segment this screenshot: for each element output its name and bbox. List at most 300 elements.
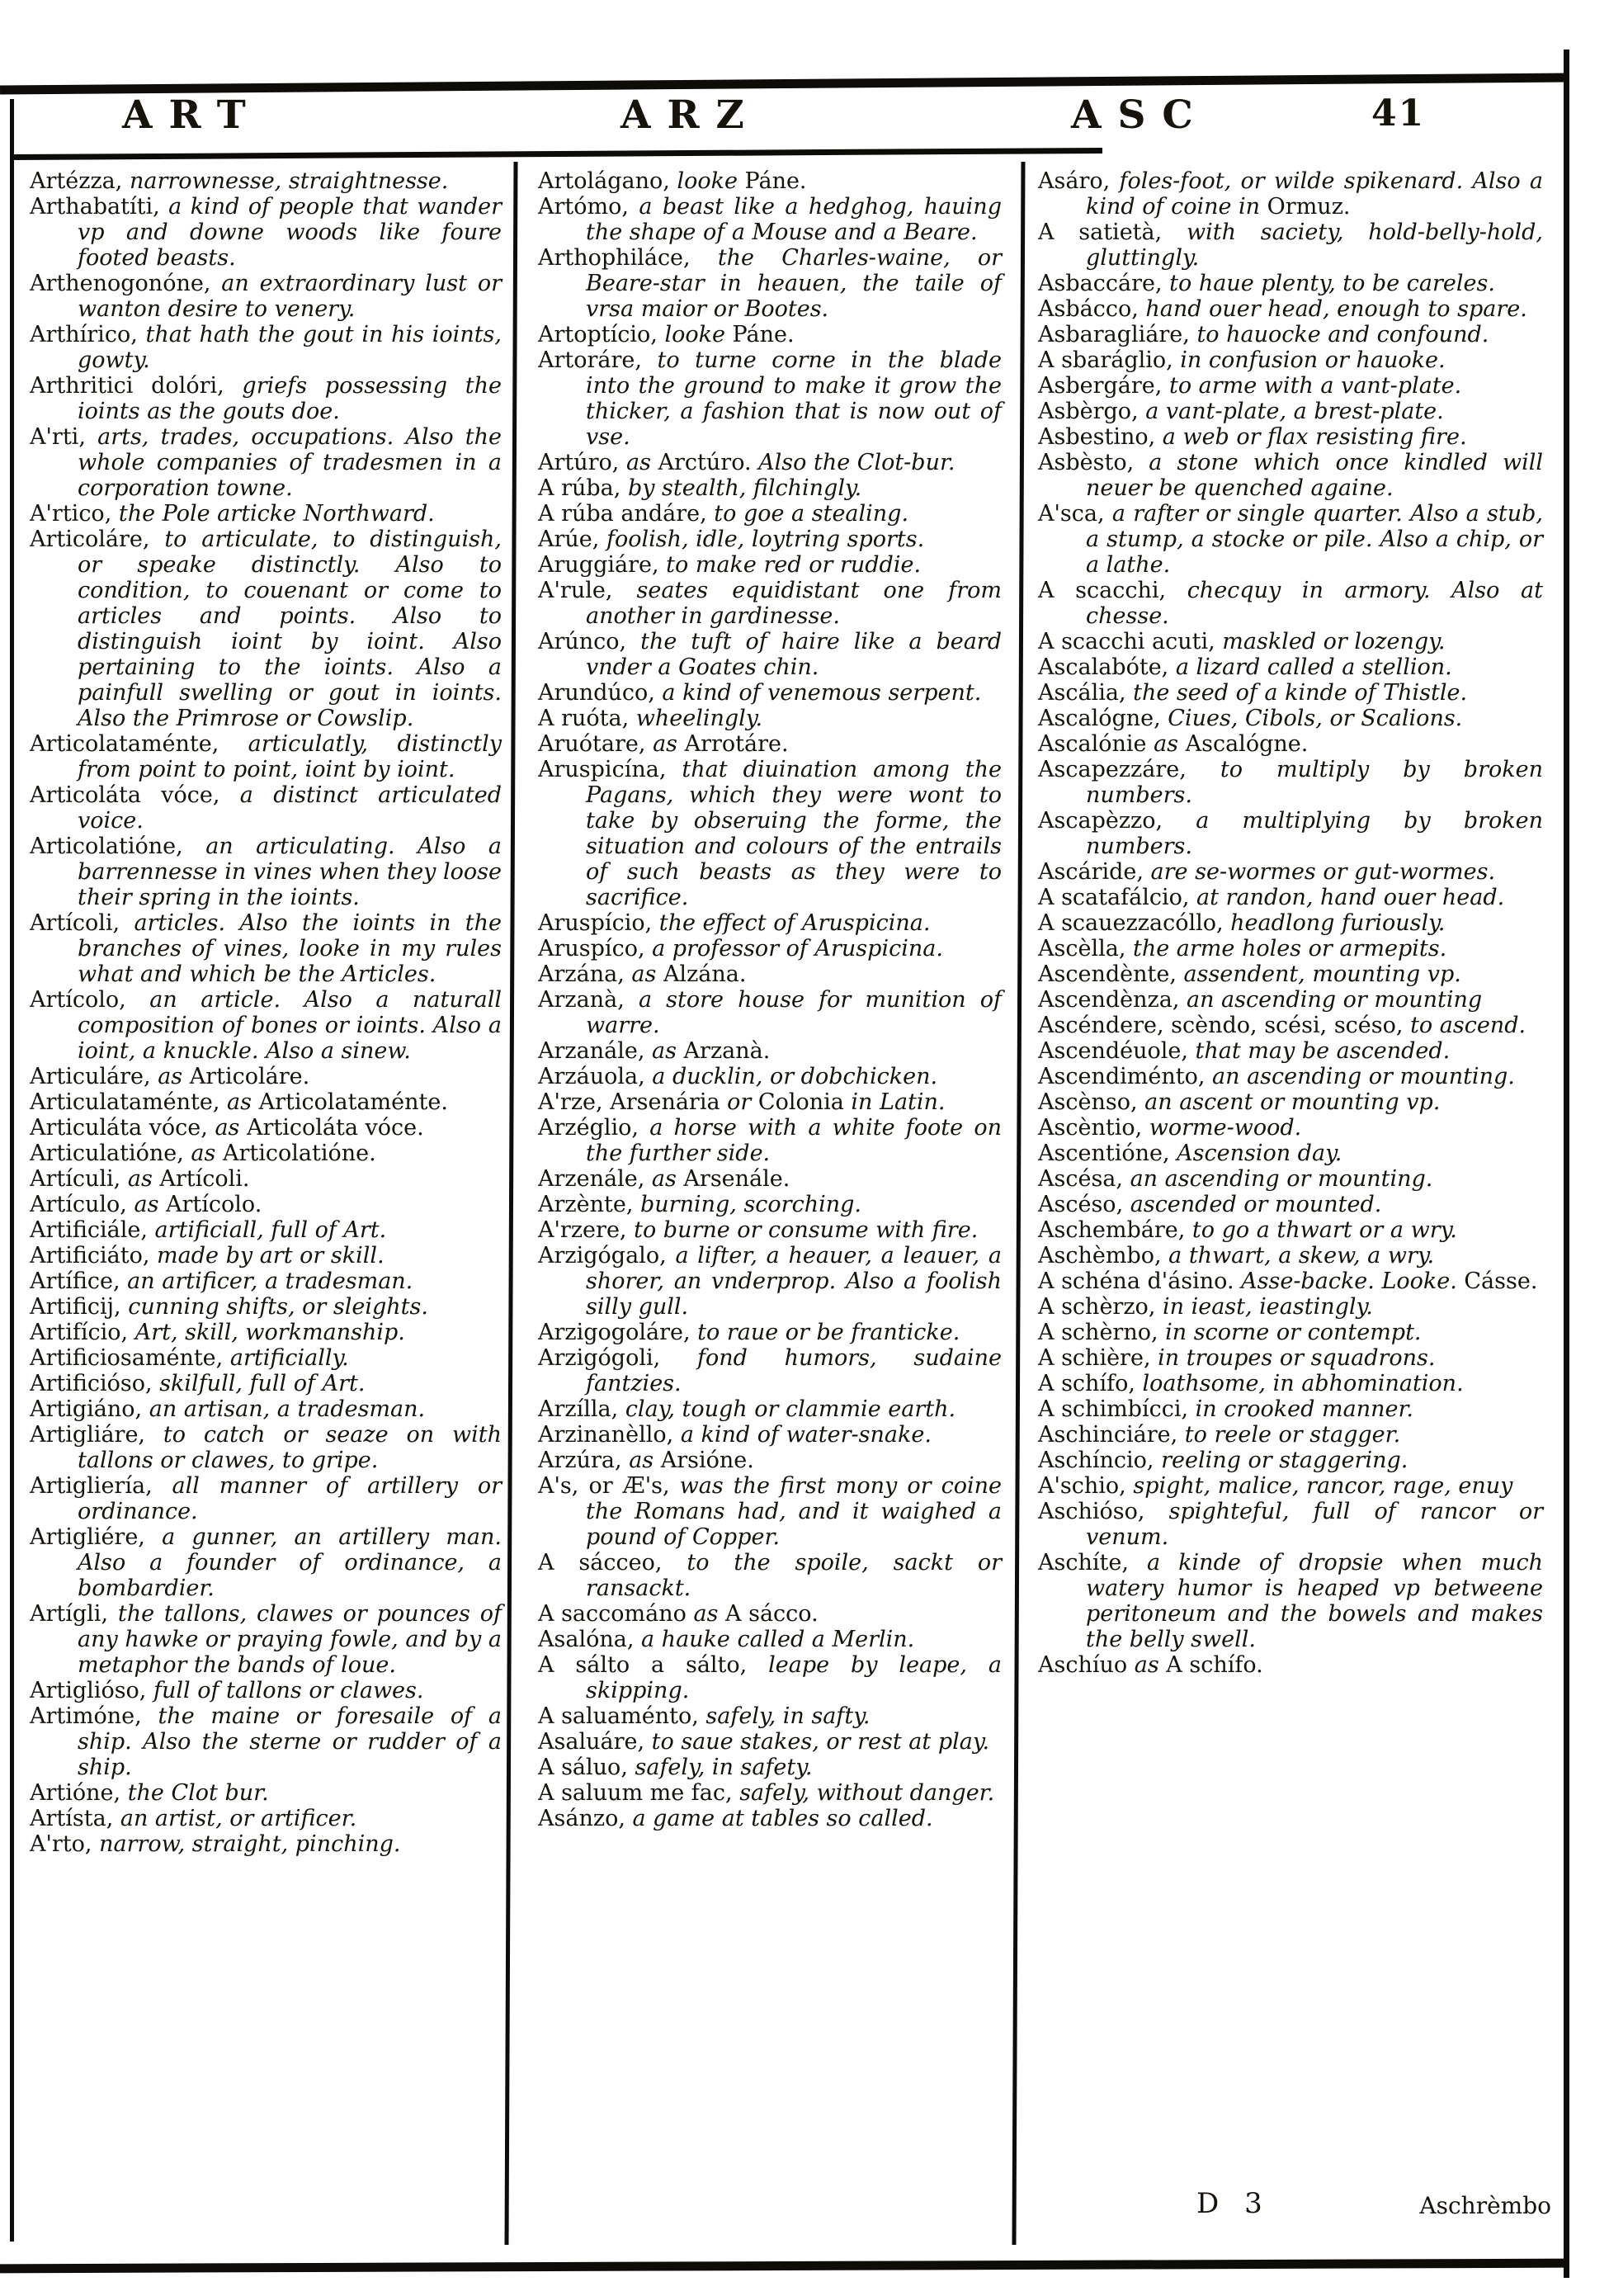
entry-headword: Ascalógne.: [1185, 731, 1309, 757]
entry-headword: Artigliería,: [30, 1473, 172, 1499]
entry-headword: Artícoli.: [159, 1166, 250, 1192]
entry-headword: Ascendènte,: [1038, 961, 1184, 987]
entry-headword: Ascáride,: [1038, 859, 1151, 885]
dictionary-entry: [1038, 680, 1543, 706]
dictionary-entry: [1038, 501, 1543, 578]
entry-definition: spighteful, full of rancor or venum.: [1086, 1499, 1543, 1550]
entry-headword: Articolataménte,: [30, 731, 248, 757]
entry-headword: Aschèmbo,: [1038, 1243, 1169, 1268]
dictionary-entry: [1038, 1422, 1543, 1448]
entry-definition: to hauocke and confound.: [1196, 322, 1489, 347]
dictionary-entry: [1038, 1448, 1543, 1473]
entry-definition: as: [1134, 1652, 1167, 1678]
dictionary-entry: [538, 757, 1002, 910]
entry-headword: A saluum me fac,: [538, 1780, 740, 1806]
dictionary-entry: [1038, 1499, 1543, 1550]
dictionary-entry: [538, 936, 1002, 961]
entry-headword: Ascendiménto,: [1038, 1064, 1213, 1089]
dictionary-entry: [538, 1243, 1002, 1320]
entry-headword: Artolágano,: [538, 168, 677, 194]
entry-headword: Colonia: [757, 1089, 852, 1115]
entry-definition: burning, scorching.: [640, 1192, 861, 1217]
entry-headword: Ascènso,: [1038, 1089, 1145, 1115]
entry-headword: Artiglióso,: [30, 1678, 153, 1703]
dictionary-entry: [1038, 1345, 1543, 1371]
entry-definition: wheelingly.: [635, 706, 763, 731]
entry-headword: A schéna d'ásino.: [1038, 1268, 1242, 1294]
entry-definition: a beast like a hedghog, hauing the shape of a Mouse and a Beare.: [586, 194, 1002, 245]
entry-headword: Artícolo.: [166, 1192, 262, 1217]
entry-headword: Arthritici dolóri,: [30, 373, 243, 399]
entry-headword: Aschíuo: [1038, 1652, 1135, 1678]
entry-definition: as: [625, 450, 658, 475]
entry-definition: a hauke called a Merlin.: [641, 1627, 915, 1652]
entry-definition: to arme with a vant-plate.: [1168, 373, 1462, 399]
entry-headword: Articolataménte.: [258, 1089, 448, 1115]
entry-headword: Artióne,: [30, 1780, 128, 1806]
dictionary-entry: [30, 1089, 502, 1115]
dictionary-entry: [1038, 1243, 1543, 1268]
entry-definition: reeling or staggering.: [1161, 1448, 1408, 1473]
dictionary-entry: [1038, 1294, 1543, 1320]
entry-definition: as: [652, 1038, 684, 1064]
entry-definition: the Charles-waine, or Beare-star in heauen, the taile of vrsa maior or Bootes.: [586, 245, 1002, 322]
entry-definition: assendent, mounting vp.: [1183, 961, 1461, 987]
entry-definition: the Pole articke Northward.: [118, 501, 435, 527]
entry-headword: Articoláta vóce,: [30, 782, 240, 808]
entry-headword: Aschióso,: [1038, 1499, 1169, 1524]
entry-headword: Artísta,: [30, 1806, 120, 1831]
dictionary-entry: [30, 782, 502, 834]
dictionary-entry: [30, 1780, 502, 1806]
dictionary-entry: [30, 987, 502, 1064]
running-head-section-art: ART: [122, 92, 262, 138]
entry-definition: as: [631, 961, 663, 987]
entry-headword: Ascentióne,: [1038, 1141, 1177, 1166]
entry-definition: the tuft of haire like a beard vnder a Goates chin.: [586, 629, 1002, 680]
entry-headword: Páne.: [744, 168, 807, 194]
entry-headword: Alzána.: [663, 961, 747, 987]
entry-definition: a stone which once kindled will neuer be quenched againe.: [1086, 450, 1543, 501]
entry-headword: Artículi,: [30, 1166, 128, 1192]
entry-definition: arts, trades, occupations. Also the whole companies of tradesmen in a corporation towne.: [78, 424, 502, 501]
dictionary-column-2: [538, 168, 1002, 2182]
dictionary-entry: [30, 322, 502, 373]
entry-definition: in crooked manner.: [1195, 1396, 1413, 1422]
column-rule-2: [1012, 162, 1025, 2245]
dictionary-entry: [1038, 961, 1543, 987]
dictionary-entry: [538, 1422, 1002, 1448]
dictionary-entry: [1038, 1473, 1543, 1499]
entry-headword: Articolatióne,: [30, 834, 206, 859]
entry-headword: A saccománo: [538, 1601, 694, 1627]
dictionary-entry: [1038, 757, 1543, 808]
dictionary-entry: [1038, 1396, 1543, 1422]
dictionary-entry: [538, 961, 1002, 987]
dictionary-entry: [1038, 373, 1543, 399]
entry-headword: Articulataménte,: [30, 1089, 228, 1115]
entry-headword: Asbestino,: [1038, 424, 1163, 450]
entry-headword: A schífo.: [1166, 1652, 1263, 1678]
entry-headword: Asbèrgo,: [1038, 399, 1146, 424]
dictionary-entry: [538, 527, 1002, 552]
entry-definition: as: [127, 1166, 160, 1192]
entry-definition: an article. Also a naturall composition of bones or ioints. Also a ioint, a knuckle. Also a sinew.: [78, 987, 502, 1064]
dictionary-entry: [30, 373, 502, 424]
entry-headword: Artúro,: [538, 450, 626, 475]
entry-definition: all manner of artillery or ordinance.: [78, 1473, 502, 1524]
entry-definition: an artificer, a tradesman.: [127, 1268, 413, 1294]
entry-definition: narrownesse, straightnesse.: [129, 168, 449, 194]
entry-headword: Páne.: [732, 322, 795, 347]
dictionary-entry: [30, 271, 502, 322]
entry-headword: Artículo,: [30, 1192, 134, 1217]
dictionary-entry: [1038, 808, 1543, 859]
dictionary-entry: [1038, 1217, 1543, 1243]
entry-headword: Arthophiláce,: [538, 245, 718, 271]
entry-headword: Arzenále,: [538, 1166, 652, 1192]
entry-definition: to burne or consume with fire.: [634, 1217, 979, 1243]
entry-headword: Arúnco,: [538, 629, 641, 654]
entry-headword: Aruspíco,: [538, 936, 653, 961]
entry-headword: Articulatióne,: [30, 1141, 191, 1166]
entry-headword: Ascalógne,: [1038, 706, 1168, 731]
entry-definition: an ascending or mounting.: [1130, 1166, 1433, 1192]
entry-headword: Articuláre,: [30, 1064, 158, 1089]
entry-headword: A sácceo,: [538, 1550, 687, 1576]
dictionary-entry: [1038, 1371, 1543, 1396]
entry-headword: A'schio,: [1038, 1473, 1134, 1499]
entry-definition: a professor of Aruspicina.: [652, 936, 943, 961]
entry-headword: Ascendéuole,: [1038, 1038, 1196, 1064]
entry-headword: Asaluáre,: [538, 1729, 652, 1755]
entry-definition: a ducklin, or dobchicken.: [652, 1064, 938, 1089]
dictionary-entry: [538, 450, 1002, 475]
dictionary-entry: [30, 424, 502, 501]
dictionary-entry: [30, 1294, 502, 1320]
entry-definition: at randon, hand ouer head.: [1196, 885, 1505, 910]
entry-headword: Ascésa,: [1038, 1166, 1130, 1192]
dictionary-entry: [538, 1473, 1002, 1550]
entry-definition: a thwart, a skew, a wry.: [1168, 1243, 1435, 1268]
dictionary-entry: [538, 1703, 1002, 1729]
entry-headword: Arúe,: [538, 527, 606, 552]
entry-headword: A schière,: [1038, 1345, 1158, 1371]
entry-definition: safely, in safety.: [635, 1755, 813, 1780]
entry-definition: as: [215, 1115, 247, 1141]
entry-definition: griefs possessing the ioints as the gouts doe.: [78, 373, 502, 424]
entry-definition: loathsome, in abhomination.: [1142, 1371, 1464, 1396]
entry-headword: Articoláta vóce.: [246, 1115, 424, 1141]
entry-headword: Artificióso,: [30, 1371, 160, 1396]
entry-headword: Artigliére,: [30, 1524, 163, 1550]
entry-headword: A saluaménto,: [538, 1703, 706, 1729]
dictionary-entry: [30, 194, 502, 271]
entry-headword: Asbaragliáre,: [1038, 322, 1197, 347]
entry-headword: Cásse.: [1464, 1268, 1538, 1294]
dictionary-entry: [30, 1422, 502, 1473]
entry-definition: to articulate, to distinguish, or speake distinctly. Also to condition, to couenant or come to articles and points. Also to distinguish ioint by ioint. Also pertaining to the ioints. Also a painfull swelling or gout in ioints. Also the Primrose or Cowslip.: [78, 527, 502, 731]
dictionary-entry: [538, 552, 1002, 578]
entry-definition: or: [727, 1089, 758, 1115]
dictionary-entry: [538, 629, 1002, 680]
entry-headword: Arzána,: [538, 961, 632, 987]
dictionary-entry: [538, 1192, 1002, 1217]
entry-headword: Arrotáre.: [684, 731, 789, 757]
catchword: Aschrèmbo: [1419, 2192, 1551, 2219]
dictionary-entry: [538, 1729, 1002, 1755]
entry-headword: Artícoli,: [30, 910, 134, 936]
entry-headword: Arthenogonóne,: [30, 271, 222, 296]
entry-headword: Artifício,: [30, 1320, 135, 1345]
entry-definition: as: [693, 1601, 726, 1627]
entry-headword: Arzinanèllo,: [538, 1422, 681, 1448]
entry-definition: that hath the gout in his ioints, gowty.: [78, 322, 502, 373]
entry-headword: Arzènte,: [538, 1192, 640, 1217]
entry-headword: Asbácco,: [1038, 296, 1146, 322]
entry-definition: skilfull, full of Art.: [159, 1371, 366, 1396]
dictionary-entry: [30, 1371, 502, 1396]
entry-headword: A'rzere,: [538, 1217, 635, 1243]
entry-headword: Ascendènza,: [1038, 987, 1187, 1013]
entry-definition: the Clot bur.: [127, 1780, 269, 1806]
dictionary-entry: [538, 706, 1002, 731]
entry-headword: Artificiále,: [30, 1217, 155, 1243]
entry-definition: a horse with a white foote on the further side.: [586, 1115, 1002, 1166]
entry-headword: A rúba andáre,: [538, 501, 715, 527]
entry-definition: in ieast, ieastingly.: [1162, 1294, 1373, 1320]
dictionary-entry: [1038, 347, 1543, 373]
entry-headword: Ascália,: [1038, 680, 1134, 706]
entry-headword: Articuláta vóce,: [30, 1115, 215, 1141]
dictionary-entry: [30, 501, 502, 527]
bottom-rule: [0, 2259, 1568, 2274]
entry-definition: to goe a stealing.: [714, 501, 909, 527]
entry-definition: as: [191, 1141, 223, 1166]
entry-headword: A sáluo,: [538, 1755, 635, 1780]
entry-headword: Artigiáno,: [30, 1396, 149, 1422]
entry-definition: looke: [677, 168, 745, 194]
entry-definition: artificially.: [229, 1345, 349, 1371]
entry-definition: as: [651, 1166, 684, 1192]
entry-definition: full of tallons or clawes.: [153, 1678, 424, 1703]
dictionary-entry: [1038, 399, 1543, 424]
entry-definition: safely, without danger.: [739, 1780, 995, 1806]
entry-definition: Ciues, Cibols, or Scalions.: [1168, 706, 1463, 731]
dictionary-entry: [1038, 578, 1543, 629]
entry-headword: A schimbícci,: [1038, 1396, 1196, 1422]
dictionary-entry: [1038, 1166, 1543, 1192]
entry-definition: by stealth, filchingly.: [627, 475, 862, 501]
entry-definition: Asse-backe. Looke.: [1241, 1268, 1465, 1294]
dictionary-entry: [30, 731, 502, 782]
entry-headword: Asbergáre,: [1038, 373, 1169, 399]
entry-headword: Artómo,: [538, 194, 639, 220]
entry-headword: A scatafálcio,: [1038, 885, 1197, 910]
entry-definition: as: [134, 1192, 167, 1217]
entry-definition: the arme holes or armepits.: [1133, 936, 1447, 961]
dictionary-entry: [1038, 859, 1543, 885]
dictionary-entry: [538, 475, 1002, 501]
entry-headword: Aruspício,: [538, 910, 659, 936]
entry-headword: Arzigógoli,: [538, 1345, 697, 1371]
dictionary-entry: [538, 1627, 1002, 1652]
entry-headword: Arctúro.: [658, 450, 759, 475]
entry-definition: articulatly, distinctly from point to point, ioint by ioint.: [78, 731, 502, 782]
entry-definition: that may be ascended.: [1195, 1038, 1451, 1064]
dictionary-entry: [1038, 296, 1543, 322]
column-rule-1: [504, 162, 517, 2245]
dictionary-entry: [30, 1524, 502, 1601]
dictionary-entry: [1038, 271, 1543, 296]
entry-definition: with saciety, hold-belly-hold, gluttingly.: [1086, 220, 1543, 271]
entry-definition: as: [1154, 731, 1186, 757]
entry-headword: Asáro,: [1038, 168, 1120, 194]
entry-definition: to saue stakes, or rest at play.: [651, 1729, 990, 1755]
dictionary-entry: [1038, 654, 1543, 680]
dictionary-entry: [538, 987, 1002, 1038]
dictionary-entry: [1038, 629, 1543, 654]
entry-definition: an ascending or mounting.: [1212, 1064, 1515, 1089]
left-border-rule: [10, 99, 14, 2242]
entry-headword: Ascapèzzo,: [1038, 808, 1196, 834]
entry-definition: a multiplying by broken numbers.: [1086, 808, 1543, 859]
entry-definition: fond humors, sudaine fantzies.: [586, 1345, 1002, 1396]
entry-headword: A sbaráglio,: [1038, 347, 1181, 373]
dictionary-entry: [538, 910, 1002, 936]
entry-definition: to ascend.: [1410, 1013, 1526, 1038]
entry-definition: Ascension day.: [1177, 1141, 1342, 1166]
entry-headword: A'rze,: [538, 1089, 611, 1115]
entry-definition: narrow, straight, pinching.: [99, 1831, 401, 1857]
entry-headword: Asbaccáre,: [1038, 271, 1170, 296]
entry-headword: Artoráre,: [538, 347, 658, 373]
entry-headword: Asánzo,: [538, 1806, 633, 1831]
entry-definition: seates equidistant one from another in gardinesse.: [586, 578, 1002, 629]
entry-definition: as: [227, 1089, 259, 1115]
dictionary-entry: [30, 1396, 502, 1422]
dictionary-entry: [30, 1703, 502, 1780]
dictionary-entry: [1038, 706, 1543, 731]
entry-definition: that diuination among the Pagans, which they were wont to take by obseruing the forme, the situation and colours of the entrails of such beasts as they were to sacrifice.: [586, 757, 1002, 910]
entry-headword: Arzílla,: [538, 1396, 625, 1422]
dictionary-entry: [1038, 220, 1543, 271]
entry-definition: a distinct articulated voice.: [78, 782, 502, 834]
dictionary-entry: [30, 527, 502, 731]
dictionary-entry: [30, 1064, 502, 1089]
entry-headword: Artificij,: [30, 1294, 129, 1320]
entry-headword: Articoláre.: [189, 1064, 310, 1089]
entry-definition: in Latin.: [851, 1089, 946, 1115]
dictionary-entry: [30, 1217, 502, 1243]
dictionary-entry: [30, 1806, 502, 1831]
dictionary-entry: [538, 1396, 1002, 1422]
dictionary-entry: [30, 1678, 502, 1703]
dictionary-entry: [538, 1652, 1002, 1703]
dictionary-entry: [538, 1166, 1002, 1192]
entry-headword: Artificiosaménte,: [30, 1345, 230, 1371]
dictionary-entry: [30, 1601, 502, 1678]
dictionary-entry: [538, 578, 1002, 629]
entry-definition: the tallons, clawes or pounces of any hawke or praying fowle, and by a metaphor the bands of loue.: [78, 1601, 502, 1678]
dictionary-entry: [30, 1320, 502, 1345]
entry-definition: looke: [664, 322, 733, 347]
entry-headword: Aschembáre,: [1038, 1217, 1192, 1243]
entry-headword: A ruóta,: [538, 706, 636, 731]
dictionary-entry: [1038, 1268, 1543, 1294]
entry-headword: Ascapezzáre,: [1038, 757, 1220, 782]
entry-definition: to raue or be franticke.: [697, 1320, 960, 1345]
entry-definition: a rafter or single quarter. Also a stub, a stump, a stocke or pile. Also a chip, or a lathe.: [1086, 501, 1543, 578]
entry-headword: Arthírico,: [30, 322, 146, 347]
entry-headword: A'rule,: [538, 578, 637, 603]
entry-headword: Arzanále,: [538, 1038, 652, 1064]
dictionary-entry: [538, 1115, 1002, 1166]
entry-definition: the maine or foresaile of a ship. Also the sterne or rudder of a ship.: [78, 1703, 502, 1780]
entry-definition: cunning shifts, or sleights.: [128, 1294, 428, 1320]
entry-headword: Asbèsto,: [1038, 450, 1149, 475]
entry-headword: A schèrno,: [1038, 1320, 1166, 1345]
entry-headword: Ascalónie: [1038, 731, 1154, 757]
entry-definition: a kinde of dropsie when much watery humor is heaped vp betweene peritoneum and the bowels and makes the belly swell.: [1086, 1550, 1543, 1652]
entry-definition: to go a thwart or a wry.: [1191, 1217, 1457, 1243]
entry-definition: an artist, or artificer.: [120, 1806, 357, 1831]
dictionary-entry: [538, 1806, 1002, 1831]
entry-headword: Arundúco,: [538, 680, 663, 706]
entry-headword: A rúba,: [538, 475, 628, 501]
dictionary-entry: [538, 347, 1002, 450]
entry-headword: A'rto,: [30, 1831, 100, 1857]
entry-definition: articles. Also the ioints in the branches of vines, looke in my rules what and which be the Articles.: [78, 910, 502, 987]
entry-headword: Aschinciáre,: [1038, 1422, 1185, 1448]
entry-headword: Ascéndere, scèndo, scési, scéso,: [1038, 1013, 1411, 1038]
dictionary-entry: [30, 1345, 502, 1371]
entry-definition: in scorne or contempt.: [1165, 1320, 1422, 1345]
dictionary-entry: [1038, 1652, 1543, 1678]
dictionary-entry: [1038, 322, 1543, 347]
dictionary-entry: [1038, 936, 1543, 961]
top-rule: [0, 73, 1568, 95]
entry-definition: was the first mony or coine the Romans had, and it waighed a pound of Copper.: [586, 1473, 1003, 1550]
entry-headword: Arzúra,: [538, 1448, 630, 1473]
entry-headword: Artigliáre,: [30, 1422, 163, 1448]
entry-headword: Arthabatíti,: [30, 194, 169, 220]
entry-definition: to turne corne in the blade into the ground to make it grow the thicker, a fashion that is now out of vse.: [586, 347, 1002, 450]
entry-headword: Arzéglio,: [538, 1115, 650, 1141]
dictionary-entry: [538, 1089, 1002, 1115]
dictionary-entry: [1038, 450, 1543, 501]
entry-headword: Artígli,: [30, 1601, 118, 1627]
entry-definition: the effect of Aruspicina.: [658, 910, 931, 936]
entry-headword: Asalóna,: [538, 1627, 641, 1652]
entry-definition: in troupes or squadrons.: [1158, 1345, 1436, 1371]
page-number: 41: [1371, 92, 1426, 135]
dictionary-entry: [538, 168, 1002, 194]
dictionary-entry: [538, 1038, 1002, 1064]
running-head-section-asc: ASC: [1071, 92, 1210, 138]
dictionary-entry: [538, 1448, 1002, 1473]
dictionary-entry: [1038, 987, 1543, 1013]
dictionary-entry: [1038, 424, 1543, 450]
dictionary-entry: [30, 1115, 502, 1141]
entry-definition: a lifter, a heauer, a leauer, a shorer, an vnderprop. Also a foolish silly gull.: [586, 1243, 1002, 1320]
entry-definition: as: [653, 731, 685, 757]
entry-headword: A scacchi acuti,: [1038, 629, 1223, 654]
entry-definition: a lizard called a stellion.: [1175, 654, 1452, 680]
entry-headword: A'rtico,: [30, 501, 119, 527]
dictionary-entry: [538, 1320, 1002, 1345]
dictionary-entry: [1038, 885, 1543, 910]
